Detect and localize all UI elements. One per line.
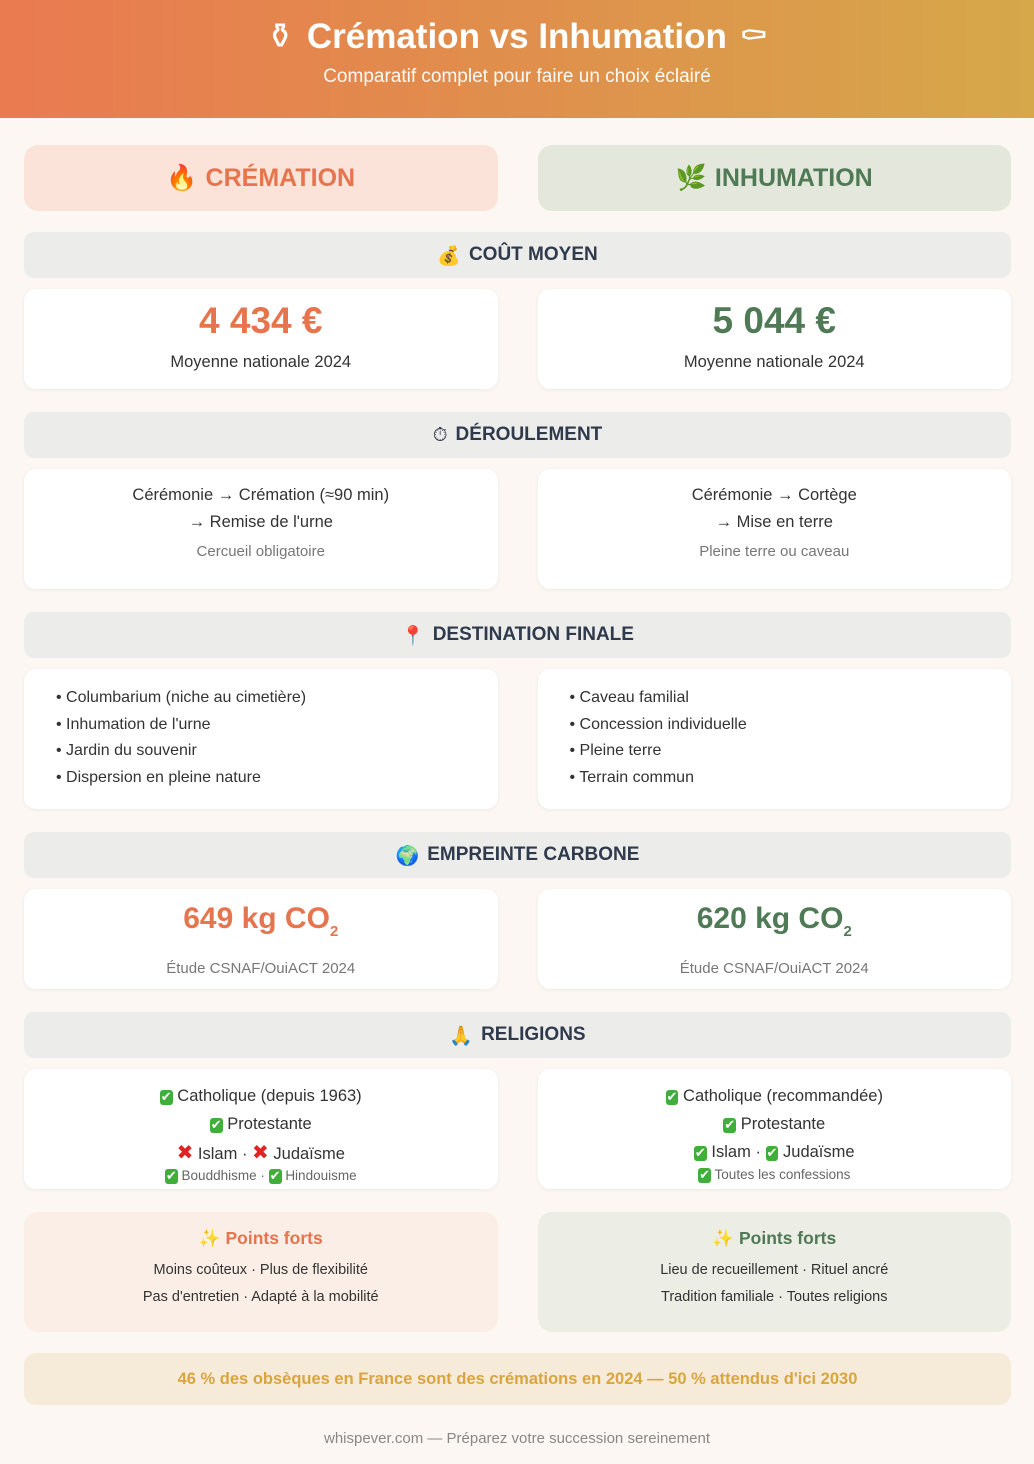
inhumation-process-step1: Cérémonie → Cortège xyxy=(691,486,857,504)
pin-icon: 📍 xyxy=(401,624,425,647)
cremation-carbon-value: 649 kg $CO_2$ xyxy=(183,902,339,940)
cremation-cost-card xyxy=(24,289,498,389)
sparkles-icon: ✨ xyxy=(712,1229,735,1249)
herb-icon: 🌿 xyxy=(675,163,707,192)
check-icon: ✔ xyxy=(724,1118,736,1133)
cremation-cost-value: 4 434 € xyxy=(199,300,323,341)
inhumation-carbon-card xyxy=(538,889,1012,989)
section-cost: 💰 COÛT MOYEN xyxy=(24,232,1011,278)
religion-line: ✔ Bouddhisme · ✔ Hindouisme xyxy=(165,1168,357,1184)
money-bag-icon: 💰 xyxy=(437,244,461,267)
globe-icon: 🌍 xyxy=(395,844,420,867)
inhumation-strengths-title: ✨ Points forts xyxy=(712,1228,837,1249)
statistic-banner: 46 % des obsèques en France sont des crémations en 2024 — 50 % attendus d'ici 2030 xyxy=(24,1353,1011,1405)
cremation-strengths-line: Pas d'entretien · Adapté à la mobilité xyxy=(142,1289,379,1305)
list-item: • Concession individuelle xyxy=(569,715,747,733)
list-item: • Caveau familial xyxy=(569,689,689,706)
list-item: • Dispersion en pleine nature xyxy=(56,769,261,787)
inhumation-carbon-note: Étude CSNAF/OuiACT 2024 xyxy=(679,960,869,977)
cremation-destination-card xyxy=(24,669,498,809)
cremation-header: 🔥 CRÉMATION xyxy=(24,145,498,211)
sparkles-icon: ✨ xyxy=(198,1229,221,1249)
cremation-process-card xyxy=(24,469,498,589)
column-headers xyxy=(24,145,1011,211)
inhumation-process-step2: → Mise en terre xyxy=(715,513,833,531)
header xyxy=(0,0,1034,118)
check-icon: ✔ xyxy=(766,1146,778,1161)
praying-hands-icon: 🙏 xyxy=(449,1024,474,1047)
check-icon: ✔ xyxy=(699,1168,711,1183)
inhumation-process-note: Pleine terre ou caveau xyxy=(699,543,850,560)
list-item: • Pleine terre xyxy=(569,742,662,760)
check-icon: ✔ xyxy=(694,1146,706,1161)
religion-line: ✔ Toutes les confessions xyxy=(699,1167,851,1183)
list-item: • Jardin du souvenir xyxy=(56,742,197,760)
cremation-carbon-card xyxy=(24,889,498,989)
inhumation-header: 🌿 INHUMATION xyxy=(538,145,1012,211)
check-icon: ✔ xyxy=(165,1169,177,1184)
cremation-religions-card xyxy=(24,1069,498,1189)
cremation-cost-note: Moyenne nationale 2024 xyxy=(170,353,352,371)
list-item: • Columbarium (niche au cimetière) xyxy=(56,689,307,706)
cross-icon: ✖ xyxy=(252,1140,269,1164)
check-icon: ✔ xyxy=(269,1169,281,1184)
cremation-process-step1: Cérémonie → Crémation (≈90 min) xyxy=(132,486,390,504)
fire-icon: 🔥 xyxy=(166,163,198,192)
list-item: • Terrain commun xyxy=(569,769,694,787)
religion-line: ✖ Islam · ✖ Judaïsme xyxy=(176,1140,345,1164)
inhumation-strengths-card xyxy=(538,1212,1012,1332)
religion-line: ✔ Protestante xyxy=(210,1115,312,1133)
cremation-strengths-title: ✨ Points forts xyxy=(198,1228,323,1249)
urn-icon: ⚱ xyxy=(265,17,295,57)
religion-line: ✔ Protestante xyxy=(724,1115,826,1133)
inhumation-carbon-value: 620 kg $CO_2$ xyxy=(696,902,852,940)
religion-line: ✔ Catholique (recommandée) xyxy=(666,1087,883,1105)
check-icon: ✔ xyxy=(666,1090,678,1105)
religion-line: ✔ Catholique (depuis 1963) xyxy=(160,1087,362,1105)
list-item: • Inhumation de l'urne xyxy=(56,715,211,733)
inhumation-cost-note: Moyenne nationale 2024 xyxy=(683,353,865,371)
inhumation-process-card xyxy=(538,469,1012,589)
cremation-strengths-card xyxy=(24,1212,498,1332)
coffin-icon: ⚰ xyxy=(738,17,769,57)
stopwatch-icon: ⏱ xyxy=(432,424,448,446)
section-religions: 🙏 RELIGIONS xyxy=(24,1012,1011,1058)
cremation-process-note: Cercueil obligatoire xyxy=(196,543,325,560)
section-process: ⏱ DÉROULEMENT xyxy=(24,412,1011,458)
section-carbon: 🌍 EMPREINTE CARBONE xyxy=(24,832,1011,878)
inhumation-destination-card xyxy=(538,669,1012,809)
inhumation-cost-card xyxy=(538,289,1012,389)
page-subtitle: Comparatif complet pour faire un choix éclairé xyxy=(323,66,711,87)
cross-icon: ✖ xyxy=(176,1140,194,1164)
inhumation-religions-card xyxy=(538,1069,1012,1189)
check-icon: ✔ xyxy=(210,1118,222,1133)
inhumation-strengths-line: Tradition familiale · Toutes religions xyxy=(661,1289,888,1305)
check-icon: ✔ xyxy=(160,1090,172,1105)
inhumation-strengths-line: Lieu de recueillement · Rituel ancré xyxy=(660,1262,889,1278)
inhumation-cost-value: 5 044 € xyxy=(712,300,836,341)
footer: whispever.com — Préparez votre succession sereinement xyxy=(323,1430,710,1447)
cremation-process-step2: → Remise de l'urne xyxy=(188,513,333,531)
religion-line: ✔ Islam · ✔ Judaïsme xyxy=(694,1143,855,1161)
cremation-carbon-note: Étude CSNAF/OuiACT 2024 xyxy=(166,960,356,977)
page-title: ⚱ Crémation vs Inhumation ⚰ xyxy=(265,17,769,57)
cremation-strengths-line: Moins coûteux · Plus de flexibilité xyxy=(153,1262,368,1278)
section-destination: 📍 DESTINATION FINALE xyxy=(24,612,1011,658)
